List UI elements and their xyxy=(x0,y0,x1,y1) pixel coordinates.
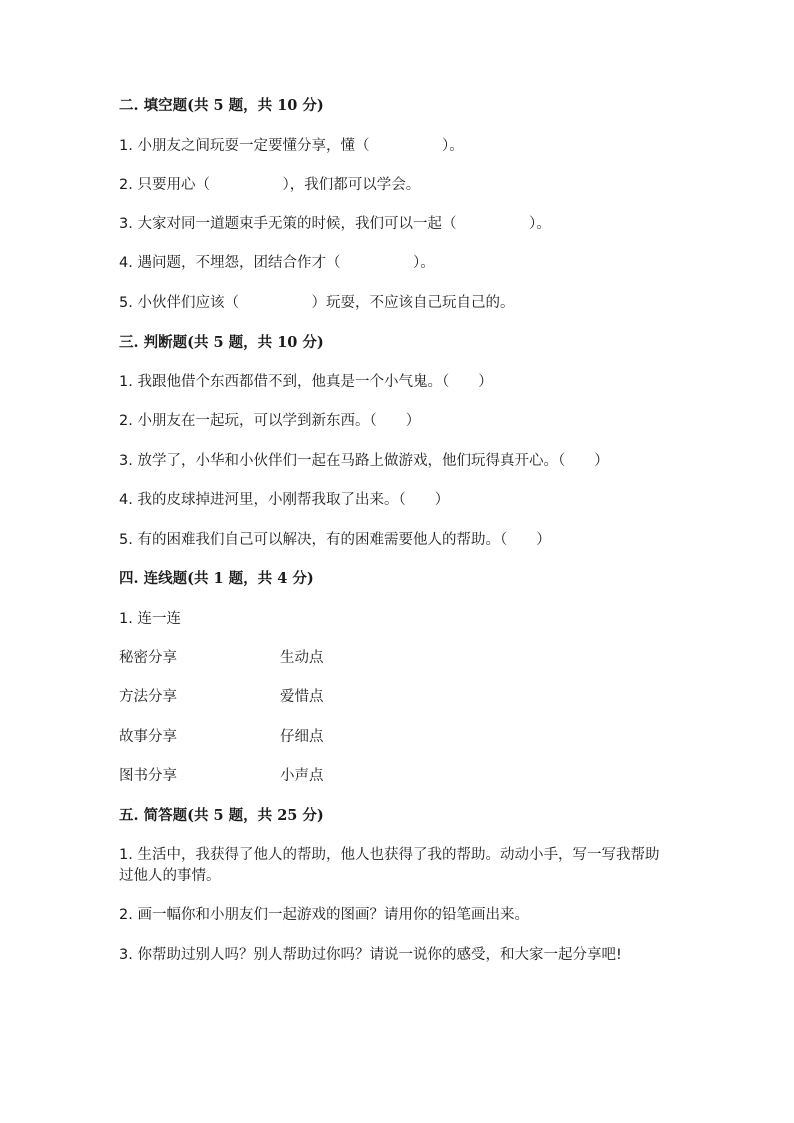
short-answer-question-1: 1. 生活中，我获得了他人的帮助，他人也获得了我的帮助。动动小手，写一写我帮助过他人的事情。 xyxy=(119,847,660,884)
matching-right-item: 爱惜点 xyxy=(280,689,324,705)
matching-right-item: 生动点 xyxy=(280,650,324,666)
fill-blank-question-5: 5. 小伙伴们应该（ ）玩耍，不应该自己玩自己的。 xyxy=(119,295,515,311)
section-heading-true-false: 三. 判断题(共 5 题，共 10 分) xyxy=(119,334,324,351)
matching-left-item: 秘密分享 xyxy=(119,650,177,666)
fill-blank-question-3: 3. 大家对同一道题束手无策的时候，我们可以一起（ ）。 xyxy=(119,216,551,232)
fill-blank-question-4: 4. 遇问题，不埋怨，团结合作才（ ）。 xyxy=(119,255,435,271)
true-false-question-1: 1. 我跟他借个东西都借不到，他真是一个小气鬼。（ ） xyxy=(119,374,493,390)
short-answer-question-3: 3. 你帮助过别人吗？别人帮助过你吗？请说一说你的感受，和大家一起分享吧! xyxy=(119,947,622,963)
section-heading-short-answer: 五. 简答题(共 5 题，共 25 分) xyxy=(119,807,324,824)
true-false-question-3: 3. 放学了，小华和小伙伴们一起在马路上做游戏，他们玩得真开心。（ ） xyxy=(119,453,609,469)
fill-blank-question-1: 1. 小朋友之间玩耍一定要懂分享，懂（ ）。 xyxy=(119,138,464,154)
true-false-question-2: 2. 小朋友在一起玩，可以学到新东西。（ ） xyxy=(119,413,421,429)
fill-blank-question-2: 2. 只要用心（ ），我们都可以学会。 xyxy=(119,177,421,193)
true-false-question-4: 4. 我的皮球掉进河里，小刚帮我取了出来。（ ） xyxy=(119,492,450,508)
matching-prompt: 1. 连一连 xyxy=(119,611,181,627)
matching-left-item: 故事分享 xyxy=(119,729,177,745)
section-heading-matching: 四. 连线题(共 1 题，共 4 分) xyxy=(119,570,314,587)
matching-left-item: 图书分享 xyxy=(119,768,177,784)
section-heading-fill-blank: 二. 填空题(共 5 题，共 10 分) xyxy=(119,97,324,114)
matching-right-item: 仔细点 xyxy=(280,729,324,745)
short-answer-question-2: 2. 画一幅你和小朋友们一起游戏的图画？请用你的铅笔画出来。 xyxy=(119,907,529,923)
matching-right-item: 小声点 xyxy=(280,768,324,784)
matching-left-item: 方法分享 xyxy=(119,689,177,705)
true-false-question-5: 5. 有的困难我们自己可以解决，有的困难需要他人的帮助。（ ） xyxy=(119,532,551,548)
